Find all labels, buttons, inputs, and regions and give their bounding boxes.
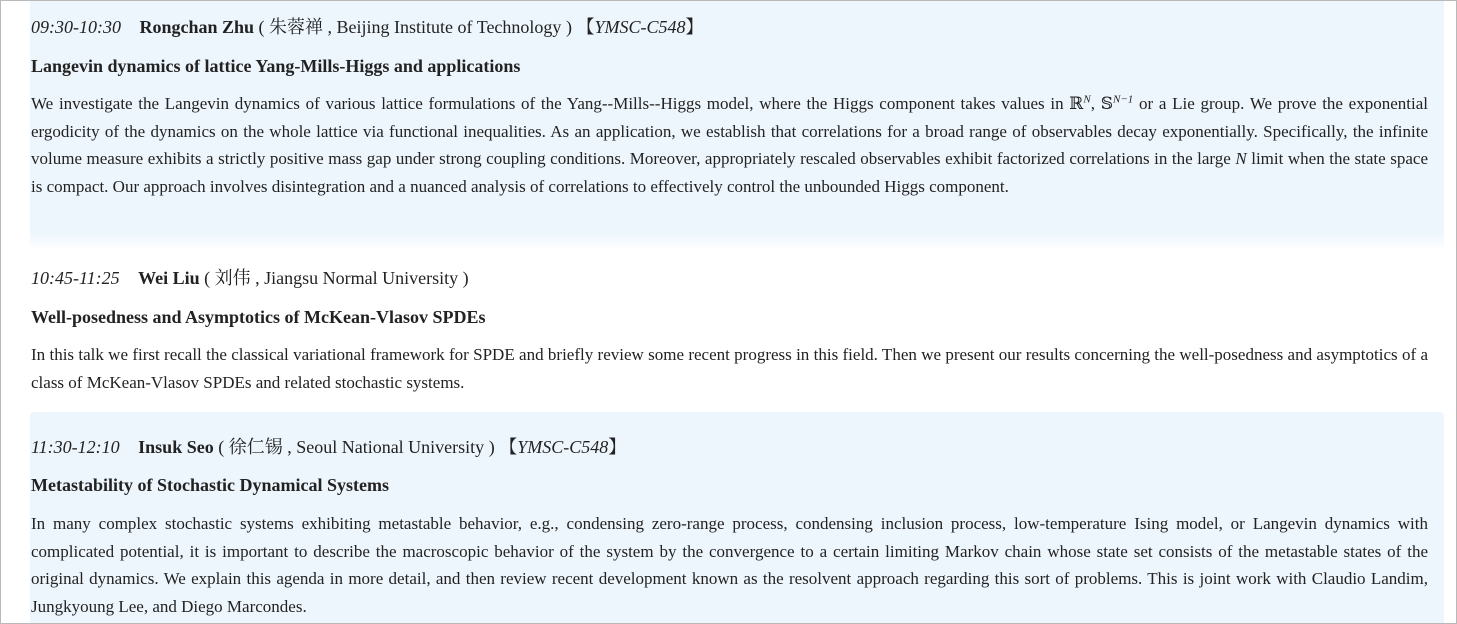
talk-time: 10:45-11:25 — [31, 268, 120, 288]
room-tag: 【YMSC-C548】 — [499, 437, 627, 457]
talk-item — [30, 1, 1444, 239]
talk-item — [30, 412, 1444, 624]
talk-header: 10:45-11:25 Wei Liu ( 刘伟 , Jiangsu Normal University ) — [31, 268, 469, 288]
speaker-name: Insuk Seo — [138, 437, 214, 457]
affiliation-open: ( — [258, 17, 270, 37]
speaker-affiliation: Jiangsu Normal University — [264, 268, 459, 288]
section-fade — [30, 233, 1444, 251]
speaker-affiliation: Seoul National University — [296, 437, 485, 457]
room-tag: 【YMSC-C548】 — [576, 17, 704, 37]
talk-header: 11:30-12:10 Insuk Seo ( 徐仁锡 , Seoul National University ) 【YMSC-C548】 — [31, 437, 627, 457]
math-sphere: 𝕊$^{N-1}$ — [1100, 93, 1134, 113]
speaker-name: Rongchan Zhu — [139, 17, 255, 37]
talk-time: 11:30-12:10 — [31, 437, 120, 457]
speaker-affiliation: Beijing Institute of Technology — [336, 17, 562, 37]
speaker-chinese-name: 刘伟 — [214, 268, 251, 288]
math-n: N — [1235, 149, 1247, 168]
talk-abstract: We investigate the Langevin dynamics of various lattice formulations of the Yang--Mills--Higgs model, where the Higgs component takes values in ℝ$^N$, 𝕊$^{N-1}$ or a Lie group. We prove the exponential ergodicity of the dynamics on the whole lattice via functional inequalities. As an application, we establish that correlations for a broad range of observables decay exponentially. Specifically, the infinite volume measure exhibits a strictly positive mass gap under strong coupling conditions. Moreover, appropriately rescaled observables exhibit factorized correlations in the large N limit when the state space is compact. Our approach involves disintegration and a nuanced analysis of correlations to effectively control the unbounded Higgs component. — [31, 93, 1428, 196]
talk-abstract: In many complex stochastic systems exhibiting metastable behavior, e.g., condensing zero-range process, condensing inclusion process, low-temperature Ising model, or Langevin dynamics with complicated potential, it is important to describe the macroscopic behavior of the system by the convergence to a certain limiting Markov chain whose state set consists of the metastable states of the original dynamics. We explain this agenda in more detail, and then review recent development known as the resolvent approach regarding this sort of problems. This is joint work with Claudio Landim, Jungkyoung Lee, and Diego Marcondes. — [31, 514, 1428, 616]
talk-header: 09:30-10:30 Rongchan Zhu ( 朱蓉禅 , Beijing Institute of Technology ) 【YMSC-C548】 — [31, 17, 704, 37]
talk-item — [30, 251, 1444, 405]
math-real-space: ℝ$^N$ — [1069, 93, 1091, 113]
talk-abstract: In this talk we first recall the classical variational framework for SPDE and briefly review some recent progress in this field. Then we present our results concerning the well-posedness and asymptotics of a class of McKean-Vlasov SPDEs and related stochastic systems. — [31, 345, 1428, 392]
room-code: YMSC-C548 — [594, 17, 686, 37]
talk-title: Langevin dynamics of lattice Yang-Mills-Higgs and applications — [31, 56, 521, 76]
speaker-chinese-name: 朱蓉禅 — [269, 17, 324, 37]
talk-title: Metastability of Stochastic Dynamical Systems — [31, 475, 389, 495]
room-code: YMSC-C548 — [517, 437, 609, 457]
talk-time: 09:30-10:30 — [31, 17, 121, 37]
talk-title: Well-posedness and Asymptotics of McKean-Vlasov SPDEs — [31, 307, 486, 327]
speaker-name: Wei Liu — [138, 268, 200, 288]
speaker-chinese-name: 徐仁锡 — [228, 437, 283, 457]
